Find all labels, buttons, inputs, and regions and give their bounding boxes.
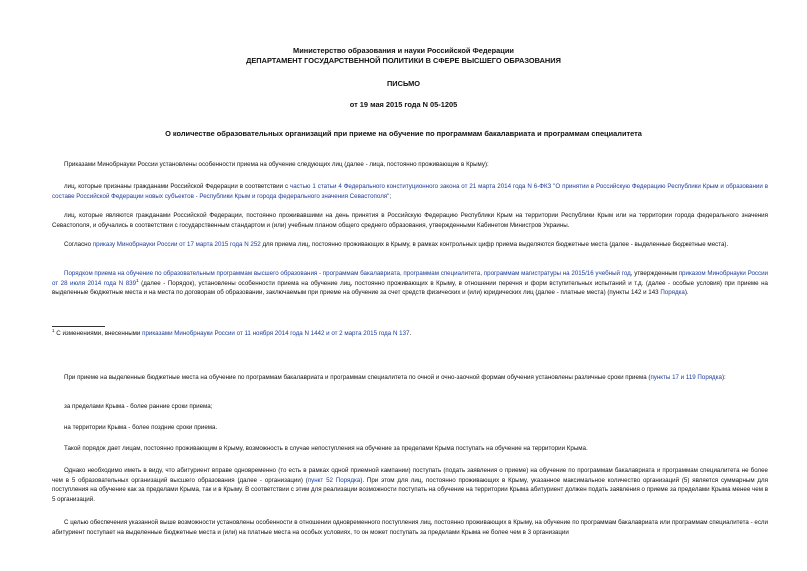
paragraph-special-conditions: С целью обеспечения указанной выше возможности установлены особенности в отношении одновременного поступления лиц, постоянно проживающих в Крыму, на обучение по программам бакалавриата или программам специалитета - если абитуриент поступает на выделенные бюджетные места и (или) на платные места на особых условиях, то он может поступать за пределами Крыма не более чем в 3 организации [52, 519, 768, 536]
paragraph-text: ). При этом для лиц, постоянно проживающих в Крыму, указанное максимальное количество организаций (5) является суммарным для поступления на обучение как за пределами Крыма, так и в Крыму. В соответствии с этим для реализации возможности поступать на обучение на территории Крыма абитуриент должен подать заявления о приеме за пределами Крыма менее чем в 5 организаций. [52, 476, 768, 503]
paragraph-citizens-crimea: лиц, которые являются гражданами Российской Федерации, постоянно проживавшими на день принятия в Российскую Федерацию Республики Крым на территории Республики Крым или на территории города федерального значения Севастополя, и обучались в соответствии с государственным стандартом и (или) учебным планом общего среднего образования, утвержденными Кабинетом Министров Украины. [52, 212, 768, 229]
paragraph-text: При приеме на выделенные бюджетные места на обучение по программам бакалавриата и программам специалитета по очной и очно-заочной формам обучения установлены различные сроки приема ( [64, 374, 651, 381]
paragraph-budget-places [52, 240, 768, 250]
paragraph-text: для приема лиц, постоянно проживающих в Крыму, в рамках контрольных цифр приема выделяются бюджетные места (далее - выделенные бюджетные места). [260, 241, 729, 248]
footnote [52, 329, 768, 339]
link-admission-procedure[interactable]: Порядком приема на обучение по образовательным программам высшего образования - программам бакалавриата, программам специалитета, программам магистратуры на 2015/16 учебный год [64, 270, 631, 277]
paragraph-terms [52, 373, 768, 383]
paragraph-text: Согласно [64, 241, 93, 248]
document-date-number: от 19 мая 2015 года N 05-1205 [349, 100, 458, 109]
link-procedure[interactable]: Порядка [660, 289, 685, 297]
paragraph-text: ). [684, 289, 689, 297]
footnote-text: С изменениями, внесенными [54, 330, 143, 337]
paragraph-in-crimea: на территории Крыма - более поздние сроки приема. [64, 424, 218, 431]
document-subject: О количестве образовательных организаций при приеме на обучение по программам бакалавриата и программам специалитета [165, 129, 642, 138]
department-title: ДЕПАРТАМЕНТ ГОСУДАРСТВЕННОЙ ПОЛИТИКИ В СФЕРЕ ВЫСШЕГО ОБРАЗОВАНИЯ [246, 56, 561, 65]
footnote-text: . [409, 330, 412, 337]
paragraph-text: ; [389, 192, 392, 200]
paragraph-outside-crimea: за пределами Крыма - более ранние сроки приема; [64, 403, 213, 410]
paragraph-citizens-fkz [52, 182, 768, 201]
paragraph-admission-procedure [52, 269, 768, 298]
ministry-title: Министерство образования и науки Российской Федерации [293, 46, 514, 55]
link-order-252[interactable]: приказу Минобрнауки России от 17 марта 2015 года N 252 [92, 241, 261, 248]
paragraph-five-organizations [52, 466, 768, 504]
footnote-ref[interactable]: 1 [136, 277, 139, 283]
link-orders-1442-137[interactable]: приказами Минобрнауки России от 11 ноября 2014 года N 1442 и от 2 марта 2015 года N 137 [142, 330, 410, 337]
footnote-divider [52, 326, 105, 327]
paragraph-intro: Приказами Минобрнауки России установлены особенности приема на обучение следующих лиц (далее - лица, постоянно проживающие в Крыму): [64, 161, 489, 168]
paragraph-text: Однако необходимо иметь в виду, что абитуриент вправе одновременно (то есть в рамках одной приемной кампании) поступать (подать заявления о приеме) на обучение по программам бакалавриата и программам специалитета не более чем в 5 образовательных организаций высшего образования (далее - организации) ( [52, 467, 768, 484]
link-fkz-article[interactable]: частью 1 статьи 4 Федерального конституционного закона от 21 марта 2014 года N 6-ФКЗ "О принятии в Российскую Федерацию Республики Крым и образовании в составе Российской Федерации новых субъектов - Республики Крым и города федерального значения Севастополя" [52, 183, 768, 200]
footnote-mark: 1 [52, 327, 55, 333]
link-points-17-119[interactable]: пункты 17 и 119 Порядка [650, 374, 722, 381]
link-order-839[interactable]: приказом Минобрнауки России от 28 июля 2014 года N 839 [52, 270, 768, 287]
paragraph-text: (далее - Порядок), установлены особенности приема на обучение лиц, постоянно проживающих в Крыму, в отношении перечня и форм вступительных испытаний и т.д. (далее - особые условия) при приеме на выделенные бюджетные места и на места по договорам об образовании, заключаемым при приеме на обучение за счет средств физических и (или) юридических лиц (далее - платные места) (пункты 142 и 143 [52, 279, 768, 297]
paragraph-text: , утвержденным [630, 270, 679, 277]
paragraph-opportunity: Такой порядок дает лицам, постоянно проживающим в Крыму, возможность в случае непоступления на обучение за пределами Крыма поступать на обучение на территории Крыма. [64, 445, 588, 452]
paragraph-text: лиц, которые признаны гражданами Российской Федерации в соответствии с [64, 183, 290, 190]
link-point-52[interactable]: пункт 52 Порядка [307, 476, 361, 484]
paragraph-text: ): [721, 374, 726, 381]
document-type: ПИСЬМО [387, 79, 420, 88]
